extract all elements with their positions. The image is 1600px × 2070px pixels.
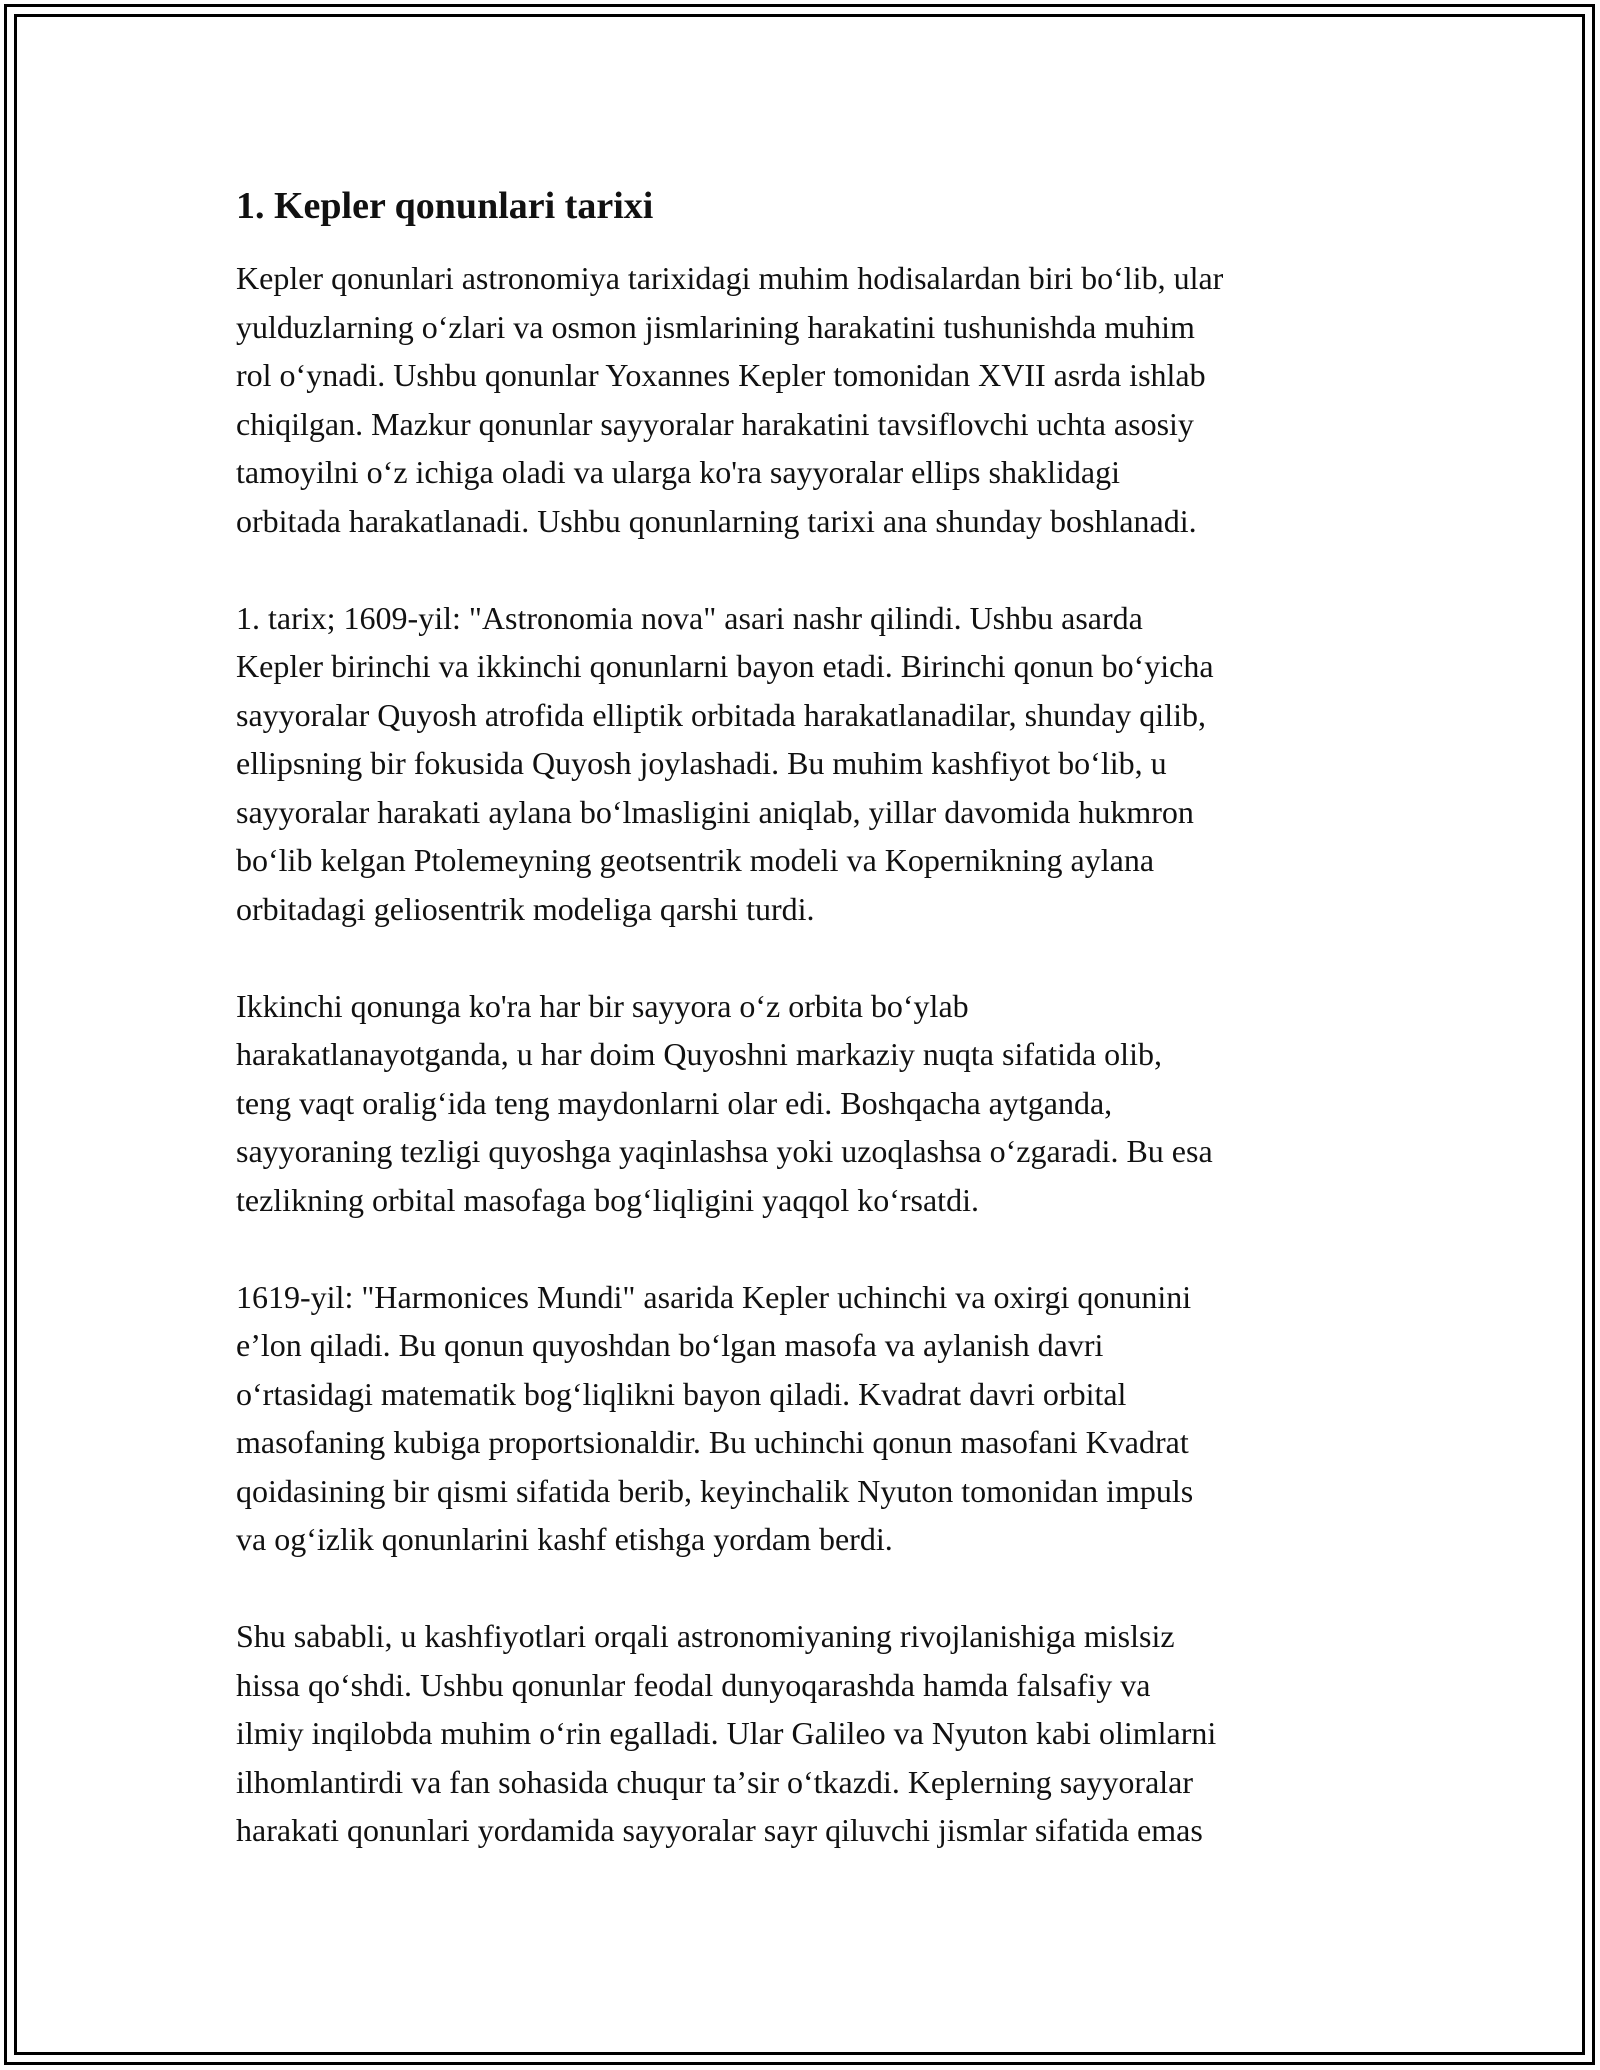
- text-line: Kepler birinchi va ikkinchi qonunlarni bayon etadi. Birinchi qonun boʻyicha: [236, 648, 1214, 684]
- paragraph-first-law: [236, 594, 1386, 934]
- paragraph-intro: [236, 254, 1386, 545]
- text-line: rol oʻynadi. Ushbu qonunlar Yoxannes Kepler tomonidan XVII asrda ishlab: [236, 357, 1206, 393]
- text-line: qoidasining bir qismi sifatida berib, keyinchalik Nyuton tomonidan impuls: [236, 1472, 1194, 1509]
- text-line: harakatlanayotganda, u har doim Quyoshni markaziy nuqta sifatida olib,: [236, 1036, 1162, 1072]
- text-line: Shu sababli, u kashfiyotlari orqali astronomiyaning rivojlanishiga mislsiz: [236, 1618, 1175, 1654]
- text-line: tezlikning orbital masofaga bogʻliqligini yaqqol koʻrsatdi.: [236, 1181, 979, 1218]
- text-line: orbitadagi geliosentrik modeliga qarshi turdi.: [236, 890, 815, 927]
- text-line: hissa qoʻshdi. Ushbu qonunlar feodal dunyoqarashda hamda falsafiy va: [236, 1666, 1151, 1703]
- text-line: 1. tarix; 1609-yil: "Astronomia nova" asari nashr qilindi. Ushbu asarda: [236, 599, 1143, 636]
- text-line: va ogʻizlik qonunlarini kashf etishga yordam berdi.: [236, 1521, 893, 1557]
- paragraph-conclusion: [236, 1612, 1386, 1855]
- text-line: ilmiy inqilobda muhim oʻrin egalladi. Ular Galileo va Nyuton kabi olimlarni: [236, 1715, 1217, 1751]
- paragraph-second-law: [236, 982, 1386, 1225]
- text-line: sayyoralar Quyosh atrofida elliptik orbitada harakatlanadilar, shunday qilib,: [236, 696, 1206, 733]
- text-line: boʻlib kelgan Ptolemeyning geotsentrik modeli va Kopernikning aylana: [236, 842, 1155, 878]
- text-line: masofaning kubiga proportsionaldir. Bu uchinchi qonun masofani Kvadrat: [236, 1424, 1189, 1460]
- text-line: Ikkinchi qonunga ko'ra har bir sayyora oʻz orbita boʻylab: [236, 987, 969, 1024]
- text-line: yulduzlarning oʻzlari va osmon jismlarining harakatini tushunishda muhim: [236, 308, 1195, 345]
- text-line: ellipsning bir fokusida Quyosh joylashadi. Bu muhim kashfiyot boʻlib, u: [236, 745, 1167, 781]
- text-line: ilhomlantirdi va fan sohasida chuqur taʼsir oʻtkazdi. Keplerning sayyoralar: [236, 1763, 1194, 1800]
- text-line: chiqilgan. Mazkur qonunlar sayyoralar harakatini tavsiflovchi uchta asosiy: [236, 405, 1194, 442]
- text-line: eʼlon qiladi. Bu qonun quyoshdan boʻlgan masofa va aylanish davri: [236, 1327, 1104, 1363]
- text-line: 1619-yil: "Harmonices Mundi" asarida Kepler uchinchi va oxirgi qonunini: [236, 1278, 1192, 1315]
- text-line: orbitada harakatlanadi. Ushbu qonunlarning tarixi ana shunday boshlanadi.: [236, 502, 1197, 539]
- paragraph-third-law: [236, 1273, 1386, 1564]
- text-line: oʻrtasidagi matematik bogʻliqlikni bayon qiladi. Kvadrat davri orbital: [236, 1375, 1127, 1412]
- text-line: teng vaqt oraligʻida teng maydonlarni olar edi. Boshqacha aytganda,: [236, 1084, 1113, 1121]
- text-line: sayyoralar harakati aylana boʻlmasligini aniqlab, yillar davomida hukmron: [236, 793, 1194, 830]
- document-body: [236, 182, 1386, 1903]
- section-heading: 1. Kepler qonunlari tarixi: [236, 185, 654, 227]
- text-line: tamoyilni oʻz ichiga oladi va ularga ko'ra sayyoralar ellips shaklidagi: [236, 454, 1121, 490]
- text-line: harakati qonunlari yordamida sayyoralar sayr qiluvchi jismlar sifatida emas: [236, 1812, 1203, 1848]
- text-line: Kepler qonunlari astronomiya tarixidagi muhim hodisalardan biri boʻlib, ular: [236, 260, 1224, 296]
- text-line: sayyoraning tezligi quyoshga yaqinlashsa yoki uzoqlashsa oʻzgaradi. Bu esa: [236, 1133, 1213, 1169]
